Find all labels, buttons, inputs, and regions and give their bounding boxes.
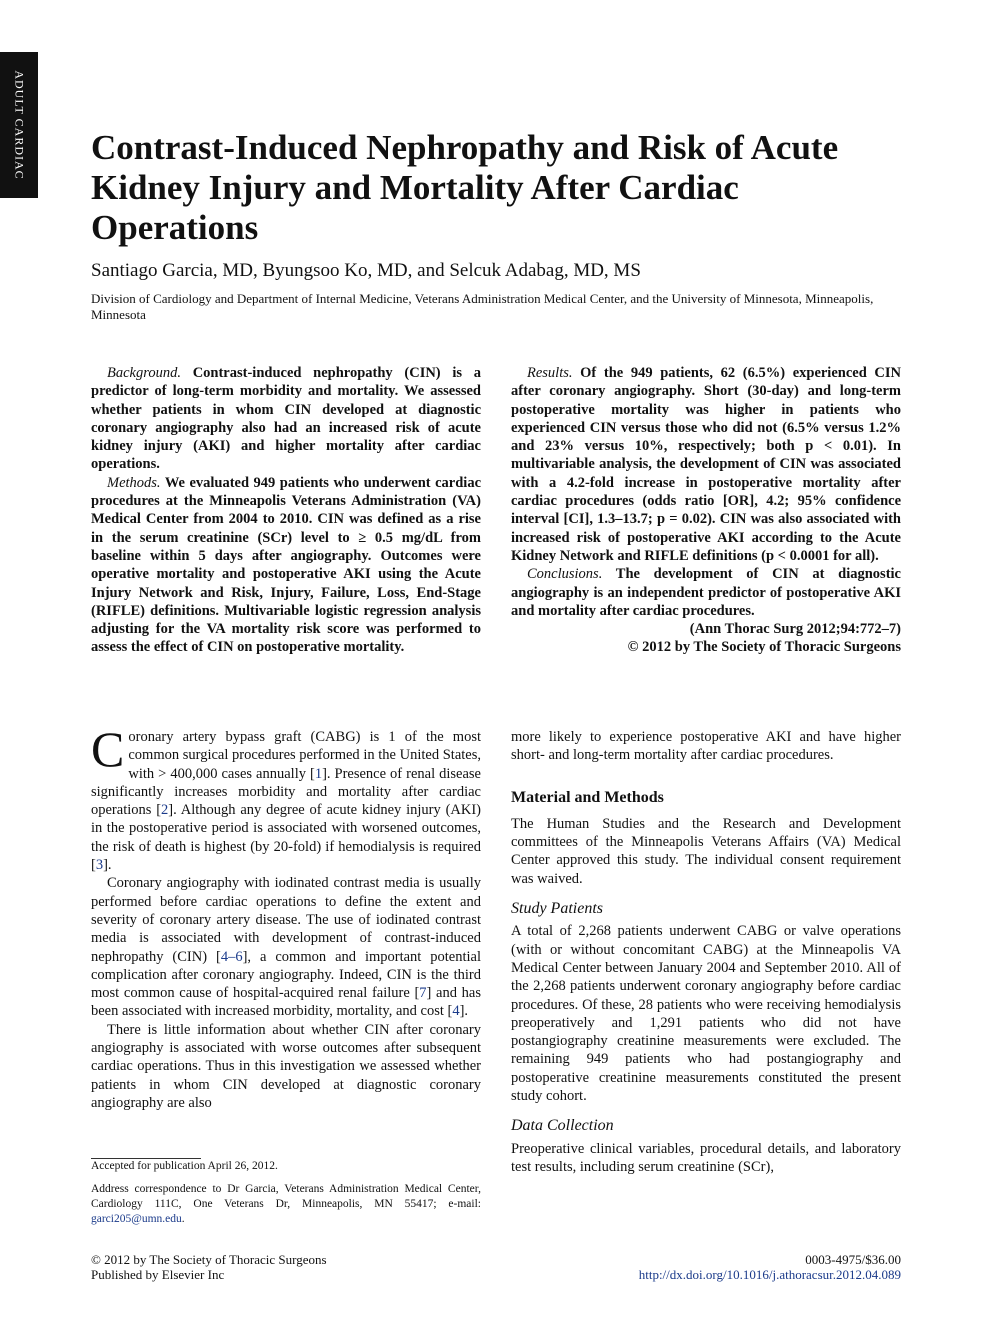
reference-link[interactable]: 7 <box>419 985 427 1002</box>
footer-issn: 0003-4975/$36.00 <box>805 1252 901 1267</box>
patients-paragraph: A total of 2,268 patients underwent CABG or valve operations (with or without concomitant CABG) at the Minneapolis VA Medical Center between January 2004 and September 2010. All of the 2,268 patients underwent coronary angiography before cardiac procedures. Of these, 28 patients who were receiving hemodialysis preoperatively and 1,291 patients who did not have postangiography creatinine measurements were excluded. The remaining 949 patients who had postangiography and postoperative creatinine measurements constituted the present study cohort. <box>511 923 901 1105</box>
author-list: Santiago Garcia, MD, Byungsoo Ko, MD, and Selcuk Adabag, MD, MS <box>91 260 641 281</box>
footnote-address: Address correspondence to Dr Garcia, Veterans Administration Medical Center, Cardiology 111C, One Veterans Dr, Minneapolis, MN 55417; e-mail: garci205@umn.edu. <box>91 1183 481 1225</box>
reference-link[interactable]: 2 <box>161 802 169 819</box>
reference-link[interactable]: 1 <box>314 765 323 782</box>
background-label: Background. <box>107 365 181 381</box>
footer-copyright: © 2012 by The Society of Thoracic Surgeons <box>91 1252 327 1267</box>
subsection-heading-data-collection: Data Collection <box>511 1117 614 1135</box>
intro-paragraph-2: Coronary angiography with iodinated contrast media is usually performed before cardiac operations to define the extent and severity of coronary artery disease. The use of iodinated contrast media is associated with development of contrast-induced nephropathy (CIN) [4–6], a common and important potential complication after coronary angiography. Indeed, CIN is the third most common cause of hospital-acquired renal failure [7] and has been associated with increased morbidity, mortality, and cost [4]. <box>91 875 482 1020</box>
reference-link[interactable]: 4 <box>452 1003 460 1020</box>
reference-link[interactable]: 3 <box>95 857 104 874</box>
abstract-background: Background. Contrast-induced nephropathy (CIN) is a predictor of long-term morbidity and mortality. We assessed whether patients in whom CIN developed at diagnostic coronary angiography also had an increased risk of acute kidney injury (AKI) and higher mortality after cardiac operations. <box>91 365 481 473</box>
footnote-accepted: Accepted for publication April 26, 2012. <box>91 1160 278 1172</box>
reference-link[interactable]: 4–6 <box>220 948 243 965</box>
footer-left <box>91 1252 327 1282</box>
results-label: Results. <box>527 365 573 381</box>
abstract-results: Results. Of the 949 patients, 62 (6.5%) experienced CIN after coronary angiography. Short (30-day) and long-term postoperative mortality was higher in patients who experienced CIN versus those who did not (6.5% versus 1.2% and 23% versus 10%, respectively; both p < 0.01). In multivariable analysis, the development of CIN was associated with a 4.2-fold increase in postoperative mortality after cardiac procedures (odds ratio [OR], 4.2; 95% confidence interval [CI], 1.3–13.7; p = 0.02). CIN was also associated with increased risk of postoperative AKI according to the Acute Kidney Network and RIFLE definitions (p < 0.0001 for all). <box>511 365 901 564</box>
abstract-copyright: © 2012 by The Society of Thoracic Surgeons <box>627 639 901 656</box>
email-link[interactable]: garci205@umn.edu <box>91 1213 182 1225</box>
affiliation: Division of Cardiology and Department of Internal Medicine, Veterans Administration Medical Center, and the University of Minnesota, Minneapolis, Minnesota <box>91 291 874 322</box>
section-tab-label: ADULT CARDIAC <box>12 70 27 180</box>
conclusions-label: Conclusions. <box>527 566 603 583</box>
body-left <box>91 721 482 1112</box>
section-tab <box>0 52 38 198</box>
abstract-left <box>91 364 481 657</box>
section-heading-methods: Material and Methods <box>511 788 664 806</box>
subsection-heading-patients: Study Patients <box>511 900 603 918</box>
doi-link[interactable]: http://dx.doi.org/10.1016/j.athoracsur.2012.04.089 <box>638 1267 901 1282</box>
intro-paragraph-3-continued: more likely to experience postoperative AKI and have higher short- and long-term mortality after cardiac procedures. <box>511 729 901 764</box>
intro-paragraph-1: Coronary artery bypass graft (CABG) is 1 of the most common surgical procedures performed in the United States, with > 400,000 cases annually [1]. Presence of renal disease significantly increases morbidity and mortality after cardiac operations [2]. Although any degree of acute kidney injury (AKI) in the postoperative period is associated with worsened outcomes, the risk of death is highest (by 20-fold) if hemodialysis is required [3]. <box>91 721 481 874</box>
footer-publisher: Published by Elsevier Inc <box>91 1267 225 1282</box>
methods-paragraph: The Human Studies and the Research and Development committees of the Minneapolis Veterans Affairs (VA) Medical Center approved this study. The individual consent requirement was waived. <box>511 815 901 887</box>
article-title: Contrast-Induced Nephropathy and Risk of Acute Kidney Injury and Mortality After Cardiac Operations <box>91 128 839 247</box>
abstract-conclusions: Conclusions. The development of CIN at diagnostic angiography is an independent predictor of postoperative AKI and mortality after cardiac procedures. <box>511 566 901 619</box>
body-right <box>511 728 901 1176</box>
methods-label: Methods. <box>107 474 161 491</box>
abstract-methods: Methods. We evaluated 949 patients who underwent cardiac procedures at the Minneapolis Veterans Administration (VA) Medical Center from 2004 to 2010. CIN was defined as a rise in the serum creatinine (SCr) level to ≥ 0.5 mg/dL from baseline within 5 days after angiography. Outcomes were operative mortality and postoperative AKI using the Acute Injury Network and Risk, Injury, Failure, Loss, End-Stage (RIFLE) definitions. Multivariable logistic regression analysis adjusting for the VA mortality risk score was performed to assess the effect of CIN on postoperative mortality. <box>91 474 481 656</box>
data-collection-paragraph: Preoperative clinical variables, procedural details, and laboratory test results, including serum creatinine (SCr), <box>511 1140 901 1175</box>
footer-right <box>639 1252 901 1282</box>
journal-citation: (Ann Thorac Surg 2012;94:772–7) <box>689 621 901 638</box>
abstract-right <box>511 364 901 657</box>
drop-cap: C <box>91 721 125 777</box>
intro-paragraph-3: There is little information about whether CIN after coronary angiography is associated with worse outcomes after subsequent cardiac operations. Thus in this investigation we assessed whether patients in whom CIN developed at diagnostic coronary angiography are also <box>91 1021 481 1111</box>
